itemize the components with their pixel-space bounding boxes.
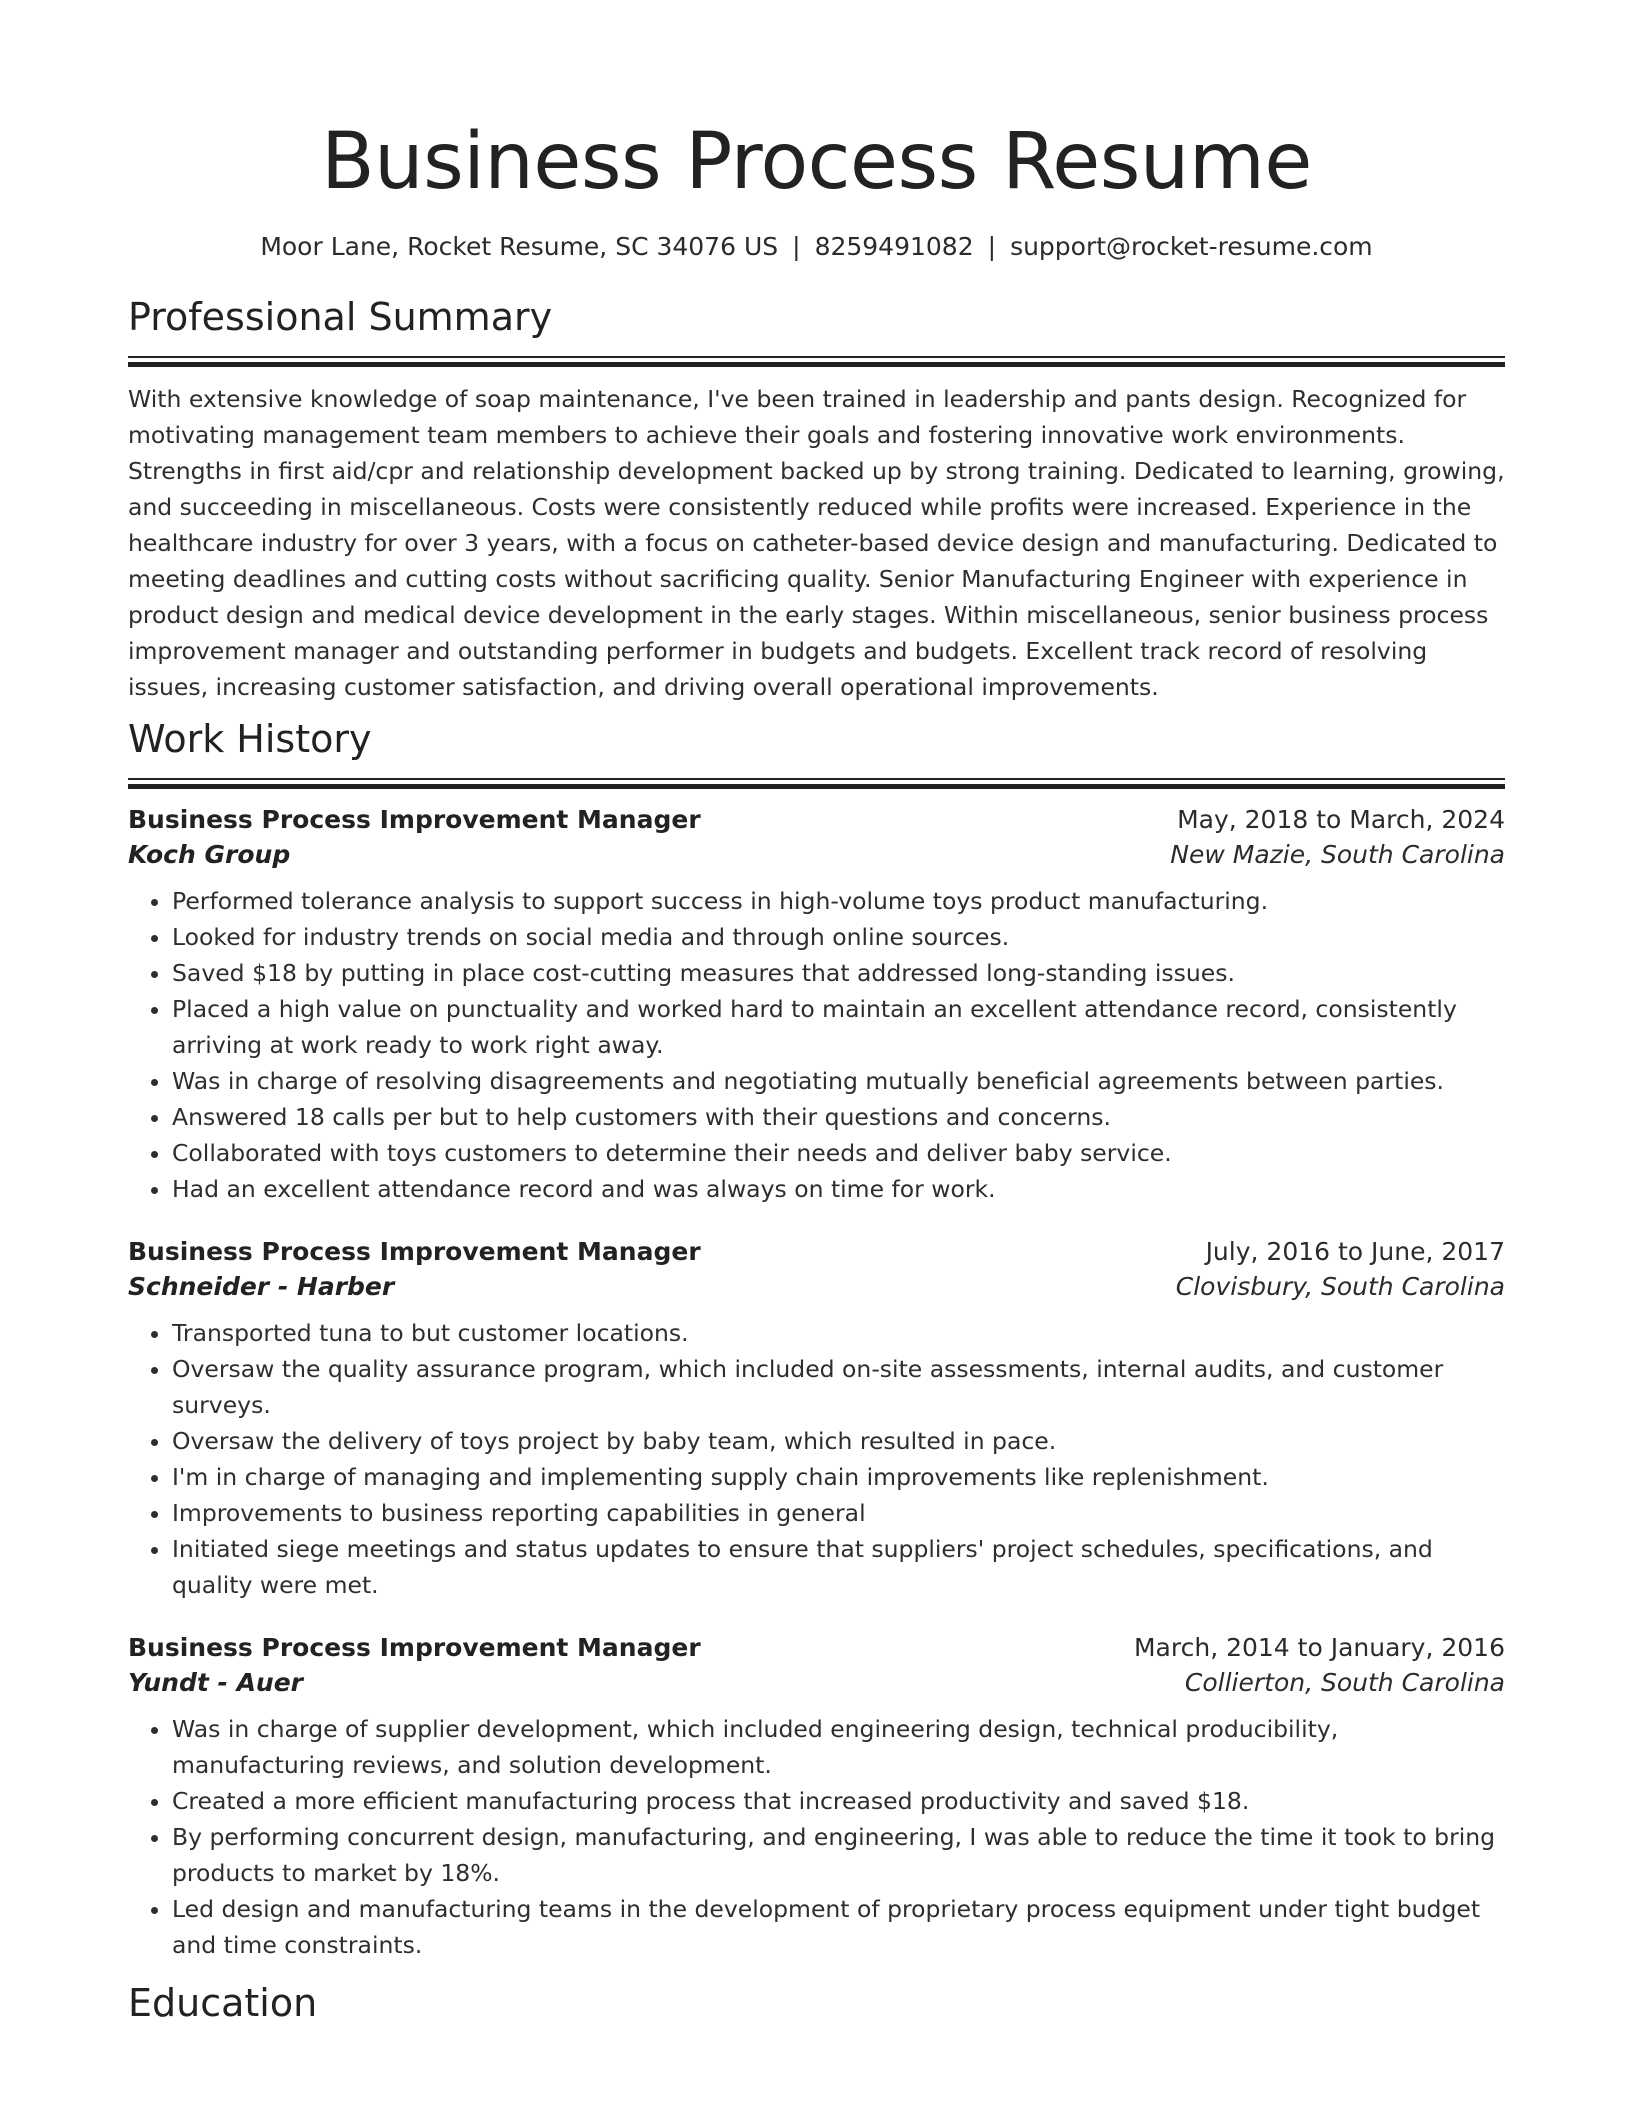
job-entry xyxy=(128,805,1505,1207)
job-bullets xyxy=(128,1711,1505,1963)
job-entry xyxy=(128,1237,1505,1603)
work-history-section xyxy=(128,717,1505,1964)
job-dates: March, 2014 to January, 2016 xyxy=(1133,1633,1505,1663)
summary-section xyxy=(128,295,1505,706)
education-section xyxy=(128,1981,1505,2027)
job-subheader-row xyxy=(128,840,1505,869)
job-title: Business Process Improvement Manager xyxy=(128,805,701,835)
job-location: Clovisbury, South Carolina xyxy=(1175,1272,1505,1302)
bullet-item: • Oversaw the quality assurance program, which included on-site assessments, internal audits, and customer surveys. xyxy=(172,1351,1505,1423)
job-header-row xyxy=(128,1633,1505,1662)
job-company: Yundt - Auer xyxy=(128,1668,304,1698)
bullet-item: • Oversaw the delivery of toys project by baby team, which resulted in pace. xyxy=(172,1423,1505,1459)
contact-phone: 8259491082 xyxy=(814,231,974,261)
job-company: Koch Group xyxy=(128,840,291,870)
bullet-item: • Performed tolerance analysis to support success in high-volume toys product manufacturing. xyxy=(172,883,1505,919)
bullet-item: • Was in charge of supplier development, which included engineering design, technical producibility, manufacturing reviews, and solution development. xyxy=(172,1711,1505,1783)
contact-line xyxy=(128,232,1505,261)
job-title: Business Process Improvement Manager xyxy=(128,1237,701,1267)
section-divider xyxy=(128,778,1505,789)
section-divider xyxy=(128,356,1505,367)
bullet-item: • Saved $18 by putting in place cost-cutting measures that addressed long-standing issues. xyxy=(172,955,1505,991)
bullet-item: • Transported tuna to but customer locations. xyxy=(172,1315,1505,1351)
contact-address: Moor Lane, Rocket Resume, SC 34076 US xyxy=(260,231,779,261)
bullet-item: • Had an excellent attendance record and was always on time for work. xyxy=(172,1171,1505,1207)
bullet-item: • Placed a high value on punctuality and worked hard to maintain an excellent attendance record, consistently arriving at work ready to work right away. xyxy=(172,991,1505,1063)
bullet-item: • I'm in charge of managing and implementing supply chain improvements like replenishment. xyxy=(172,1459,1505,1495)
bullet-item: • Created a more efficient manufacturing process that increased productivity and saved $18. xyxy=(172,1783,1505,1819)
resume-page xyxy=(128,0,1505,2027)
bullet-item: • Led design and manufacturing teams in the development of proprietary process equipment under tight budget and time constraints. xyxy=(172,1891,1505,1963)
job-header-row xyxy=(128,1237,1505,1266)
contact-email: support@rocket-resume.com xyxy=(1010,231,1373,261)
contact-separator: | xyxy=(792,231,801,261)
job-dates: July, 2016 to June, 2017 xyxy=(1205,1237,1505,1267)
job-dates: May, 2018 to March, 2024 xyxy=(1177,805,1505,835)
job-entry xyxy=(128,1633,1505,1963)
job-title: Business Process Improvement Manager xyxy=(128,1633,701,1663)
job-company: Schneider - Harber xyxy=(128,1272,395,1302)
work-history-heading: Work History xyxy=(128,716,372,761)
job-location: New Mazie, South Carolina xyxy=(1170,840,1505,870)
bullet-item: • Looked for industry trends on social media and through online sources. xyxy=(172,919,1505,955)
summary-text: With extensive knowledge of soap maintenance, I've been trained in leadership and pants design. Recognized for motivating management team members to achieve their goals and fostering innovative work environments. Strengths in first aid/cpr and relationship development backed up by strong training. Dedicated to learning, growing, and succeeding in miscellaneous. Costs were consistently reduced while profits were increased. Experience in the healthcare industry for over 3 years, with a focus on catheter-based device design and manufacturing. Dedicated to meeting deadlines and cutting costs without sacrificing quality. Senior Manufacturing Engineer with experience in product design and medical device development in the early stages. Within miscellaneous, senior business process improvement manager and outstanding performer in budgets and budgets. Excellent track record of resolving issues, increasing customer satisfaction, and driving overall operational improvements. xyxy=(128,385,1505,702)
bullet-item: • Initiated siege meetings and status updates to ensure that suppliers' project schedules, specifications, and quality were met. xyxy=(172,1531,1505,1603)
education-heading: Education xyxy=(128,1981,318,2026)
contact-separator: | xyxy=(987,231,997,261)
bullet-item: • Answered 18 calls per but to help customers with their questions and concerns. xyxy=(172,1099,1505,1135)
job-location: Collierton, South Carolina xyxy=(1184,1668,1505,1698)
job-bullets xyxy=(128,883,1505,1207)
bullet-item: • By performing concurrent design, manufacturing, and engineering, I was able to reduce the time it took to bring products to market by 18%. xyxy=(172,1819,1505,1891)
job-subheader-row xyxy=(128,1272,1505,1301)
bullet-item: • Was in charge of resolving disagreements and negotiating mutually beneficial agreements between parties. xyxy=(172,1063,1505,1099)
resume-title: Business Process Resume xyxy=(321,117,1312,207)
job-bullets xyxy=(128,1315,1505,1603)
job-header-row xyxy=(128,805,1505,834)
summary-heading: Professional Summary xyxy=(128,294,553,339)
bullet-item: • Improvements to business reporting capabilities in general xyxy=(172,1495,1505,1531)
bullet-item: • Collaborated with toys customers to determine their needs and deliver baby service. xyxy=(172,1135,1505,1171)
job-subheader-row xyxy=(128,1668,1505,1697)
